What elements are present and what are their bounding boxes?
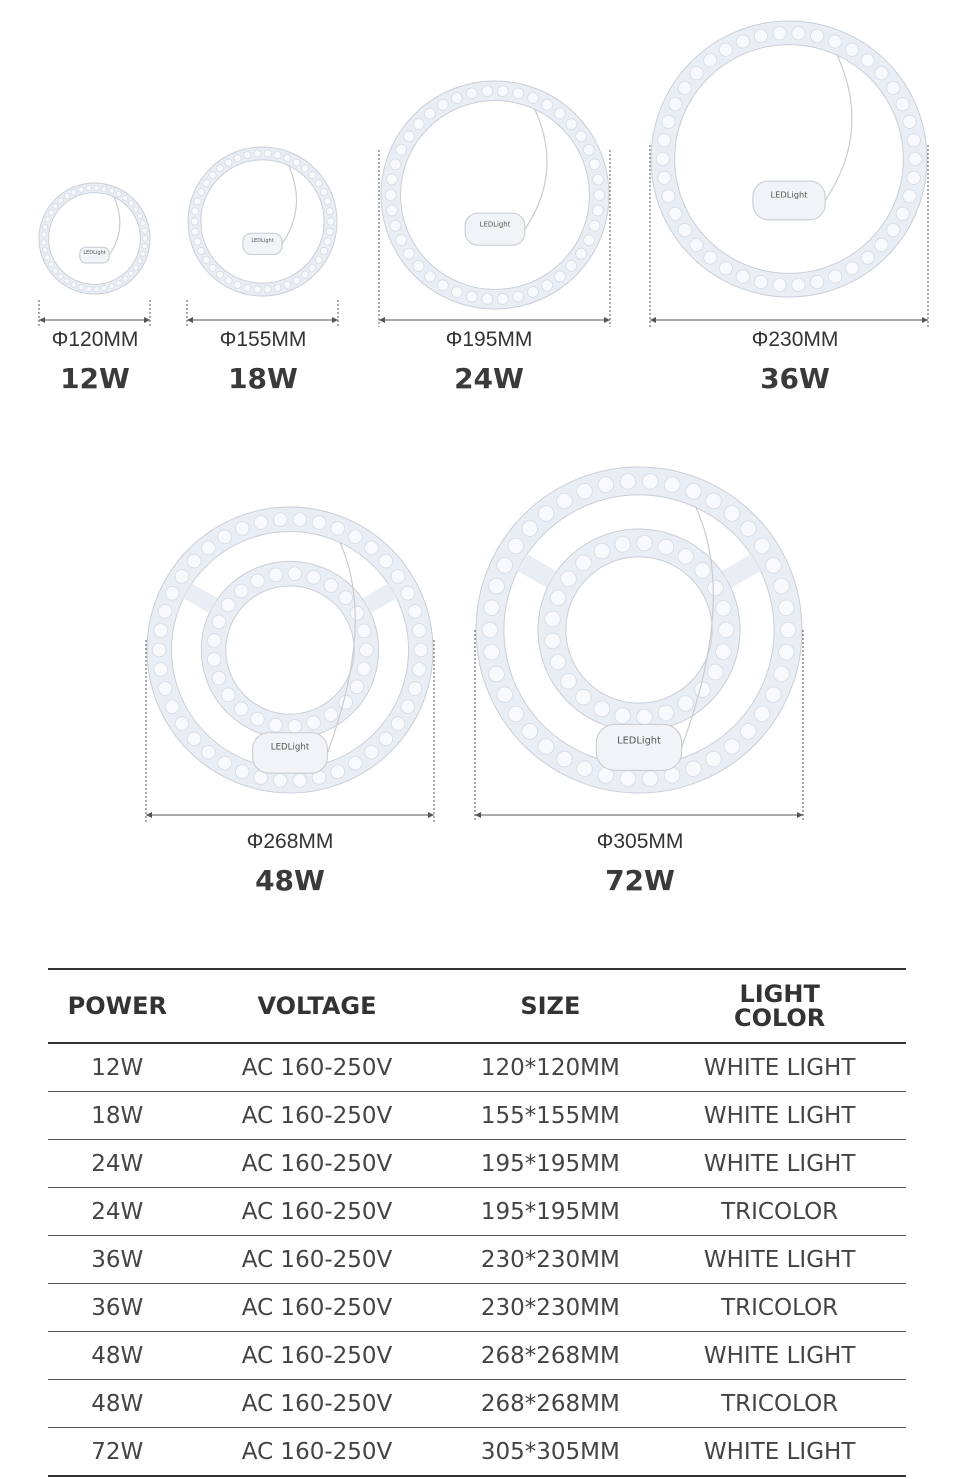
cell-voltage: AC 160-250V	[187, 1140, 448, 1188]
cell-color: WHITE LIGHT	[653, 1140, 906, 1188]
header-size: SIZE	[520, 992, 581, 1020]
cell-size: 195*195MM	[447, 1188, 653, 1236]
module-label: LEDLight	[479, 220, 511, 229]
cell-color: WHITE LIGHT	[653, 1043, 906, 1092]
table-row	[48, 1380, 906, 1428]
module-label: LEDLight	[270, 742, 310, 753]
cell-color: WHITE LIGHT	[653, 1428, 906, 1477]
cell-voltage: AC 160-250V	[187, 1092, 448, 1140]
cell-power: 18W	[48, 1092, 187, 1140]
cell-power: 12W	[48, 1043, 187, 1092]
cell-size: 268*268MM	[447, 1380, 653, 1428]
cell-size: 268*268MM	[447, 1332, 653, 1380]
cell-power: 48W	[48, 1380, 187, 1428]
diameter-label: Φ155MM	[219, 328, 307, 351]
table-row	[48, 1332, 906, 1380]
cell-voltage: AC 160-250V	[187, 1043, 448, 1092]
header-light-color	[653, 969, 906, 1043]
module-label: LEDLight	[617, 735, 661, 747]
power-label: 36W	[760, 362, 830, 395]
cell-size: 305*305MM	[447, 1428, 653, 1477]
cell-color: TRICOLOR	[653, 1380, 906, 1428]
module-label: LEDLight	[251, 238, 274, 245]
diameter-label: Φ195MM	[445, 328, 533, 351]
cell-color: WHITE LIGHT	[653, 1092, 906, 1140]
diameter-label: Φ230MM	[751, 328, 839, 351]
cell-voltage: AC 160-250V	[187, 1332, 448, 1380]
cell-power: 36W	[48, 1236, 187, 1284]
table-row	[48, 1284, 906, 1332]
cell-color: TRICOLOR	[653, 1188, 906, 1236]
table-row	[48, 1092, 906, 1140]
cell-size: 230*230MM	[447, 1236, 653, 1284]
diameter-label: Φ305MM	[596, 830, 684, 853]
module-label: LEDLight	[83, 249, 106, 256]
cell-voltage: AC 160-250V	[187, 1188, 448, 1236]
table-row	[48, 1428, 906, 1477]
cell-size: 230*230MM	[447, 1284, 653, 1332]
cell-color: TRICOLOR	[653, 1284, 906, 1332]
cell-power: 36W	[48, 1284, 187, 1332]
cell-voltage: AC 160-250V	[187, 1428, 448, 1477]
table-row	[48, 1236, 906, 1284]
cell-power: 24W	[48, 1140, 187, 1188]
header-power: POWER	[67, 992, 167, 1020]
cell-voltage: AC 160-250V	[187, 1284, 448, 1332]
cell-size: 155*155MM	[447, 1092, 653, 1140]
cell-power: 72W	[48, 1428, 187, 1477]
header-light-color-line2: COLOR	[733, 1004, 826, 1032]
power-label: 24W	[454, 362, 524, 395]
cell-power: 24W	[48, 1188, 187, 1236]
table-row	[48, 1043, 906, 1092]
diameter-label: Φ120MM	[51, 328, 139, 351]
cell-power: 48W	[48, 1332, 187, 1380]
table-header-row	[48, 969, 906, 1043]
power-label: 72W	[605, 864, 675, 897]
header-light-color-line1: LIGHT	[739, 980, 820, 1008]
cell-size: 195*195MM	[447, 1140, 653, 1188]
table-row	[48, 1140, 906, 1188]
power-label: 12W	[60, 362, 130, 395]
diameter-label: Φ268MM	[246, 830, 334, 853]
cell-size: 120*120MM	[447, 1043, 653, 1092]
power-label: 48W	[255, 864, 325, 897]
cell-voltage: AC 160-250V	[187, 1380, 448, 1428]
table-row	[48, 1188, 906, 1236]
cell-color: WHITE LIGHT	[653, 1332, 906, 1380]
power-label: 18W	[228, 362, 298, 395]
spec-table	[48, 968, 906, 1477]
cell-voltage: AC 160-250V	[187, 1236, 448, 1284]
cell-color: WHITE LIGHT	[653, 1236, 906, 1284]
module-label: LEDLight	[770, 189, 808, 200]
header-voltage: VOLTAGE	[257, 992, 377, 1020]
